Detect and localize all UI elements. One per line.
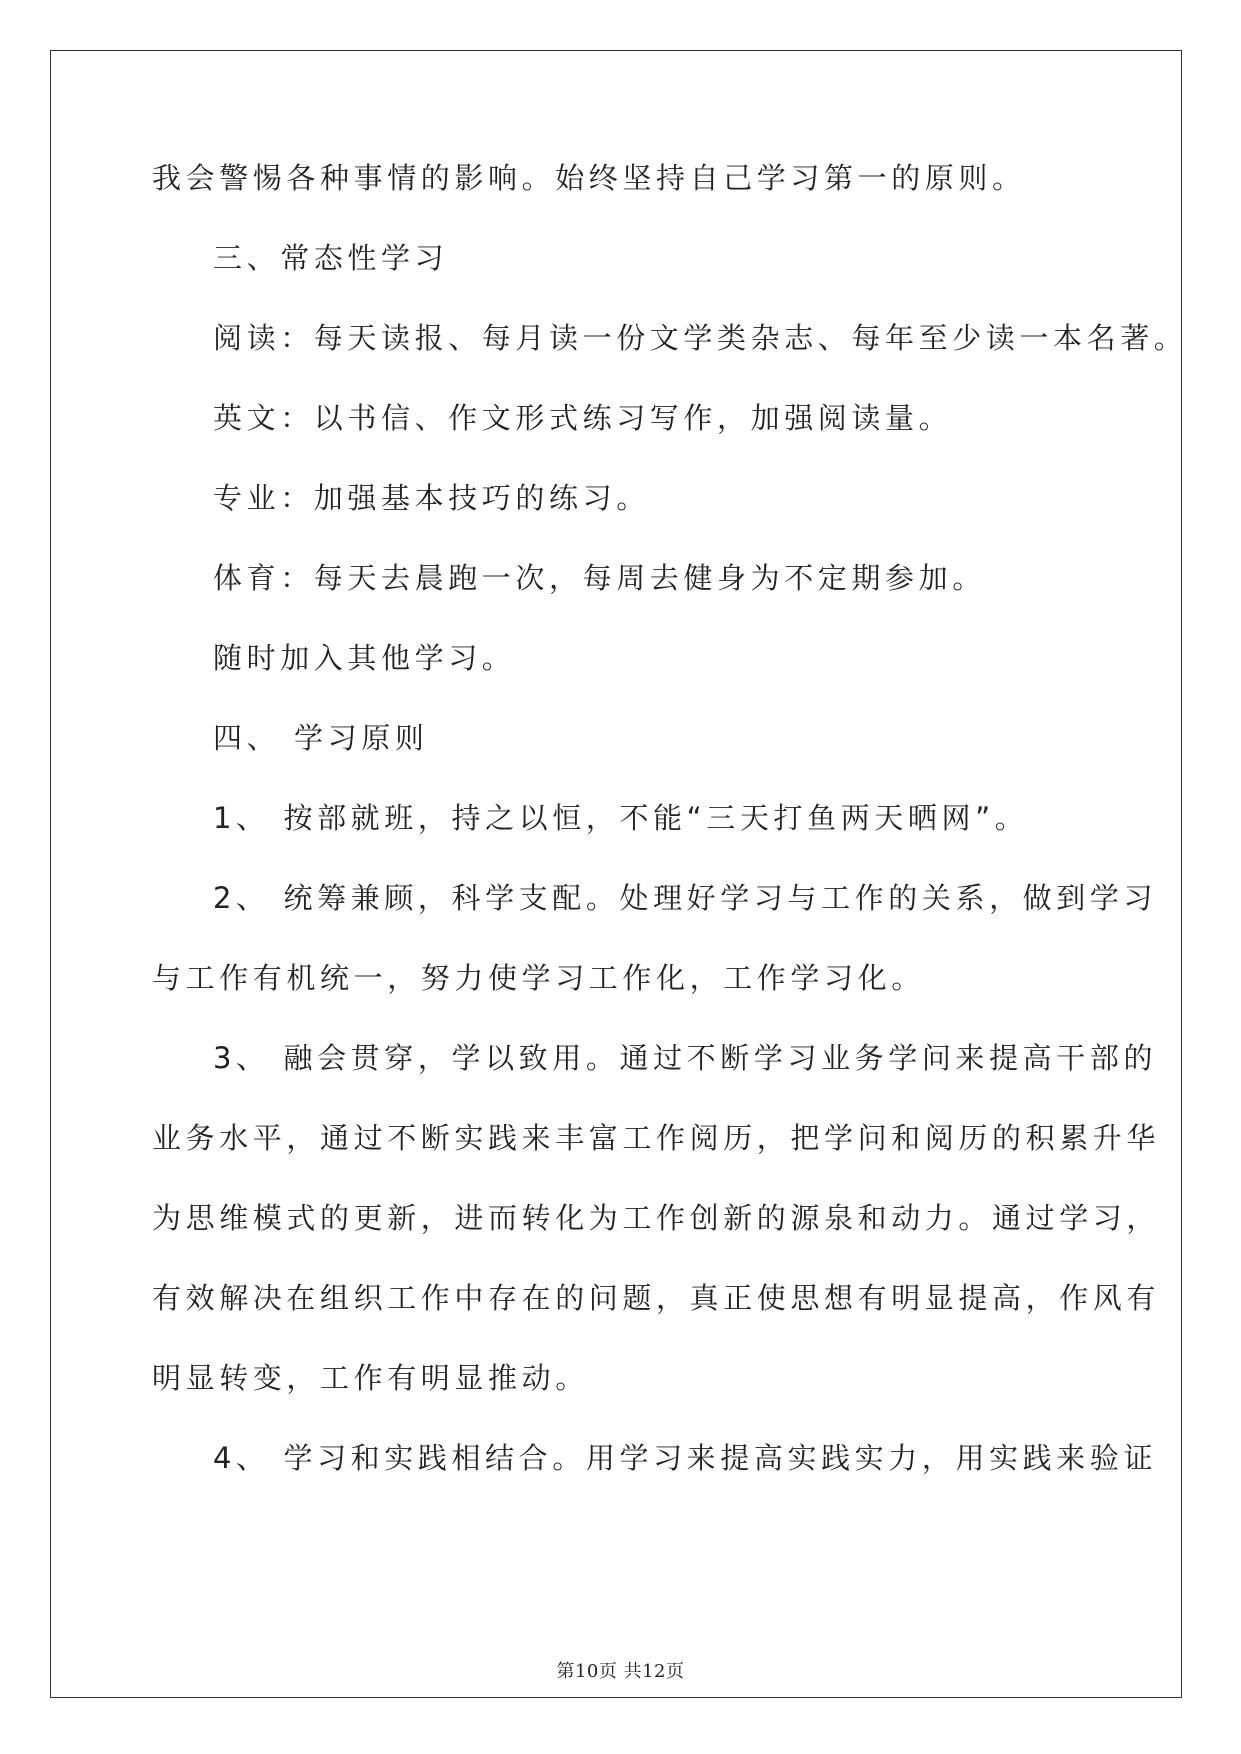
text-line: 为思维模式的更新，进而转化为工作创新的源泉和动力。通过学习， (152, 1201, 1161, 1235)
text-line: 业务水平，通过不断实践来丰富工作阅历，把学问和阅历的积累升华 (152, 1121, 1161, 1155)
list-item: 3、 融会贯穿，学以致用。通过不断学习业务学问来提高干部的 (213, 1041, 1158, 1075)
section-heading: 三、常态性学习 (213, 241, 449, 275)
text-line: 体育：每天去晨跑一次，每周去健身为不定期参加。 (213, 561, 986, 595)
text-line: 随时加入其他学习。 (213, 641, 516, 675)
list-item: 2、 统筹兼顾，科学支配。处理好学习与工作的关系，做到学习 (213, 881, 1158, 915)
text-line: 我会警惕各种事情的影响。始终坚持自己学习第一的原则。 (152, 161, 1026, 195)
section-heading: 四、 学习原则 (213, 721, 429, 755)
text-line: 有效解决在组织工作中存在的问题，真正使思想有明显提高，作风有 (152, 1281, 1161, 1315)
list-item: 4、 学习和实践相结合。用学习来提高实践实力，用实践来验证 (213, 1441, 1158, 1475)
text-line: 专业：加强基本技巧的练习。 (213, 481, 650, 515)
text-line: 阅读：每天读报、每月读一份文学类杂志、每年至少读一本名著。 (213, 321, 1188, 355)
text-line: 与工作有机统一，努力使学习工作化，工作学习化。 (152, 961, 925, 995)
text-line: 英文：以书信、作文形式练习写作，加强阅读量。 (213, 401, 953, 435)
text-line: 明显转变，工作有明显推动。 (152, 1361, 589, 1395)
page-number: 第10页 共12页 (556, 1661, 685, 1682)
list-item: 1、 按部就班，持之以恒，不能“三天打鱼两天晒网”。 (213, 801, 1029, 835)
